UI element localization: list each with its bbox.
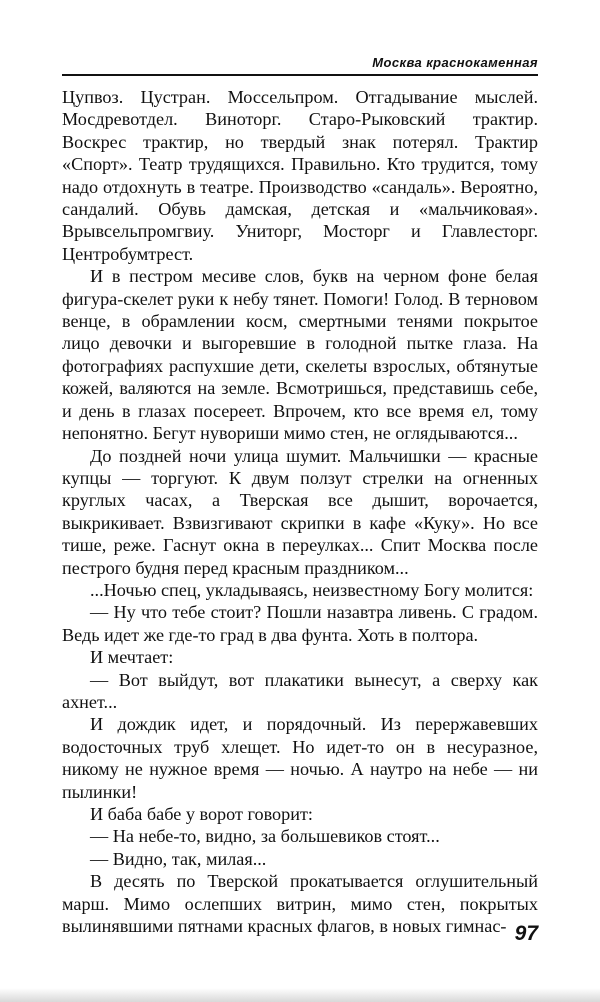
page-number: 97 (514, 922, 538, 945)
paragraph: — Ну что тебе стоит? Пошли назавтра ливень. С градом. Ведь идет же где-то град в два фунта. Хоть в полтора. (62, 602, 538, 645)
paragraph: В десять по Тверской прокатывается оглушительный марш. Мимо ослепших витрин, мимо стен, покрытых вылинявшими пятнами красных флагов, в новых гимнас- (62, 871, 538, 937)
running-header (62, 44, 538, 76)
paragraph: — Видно, так, милая... (90, 848, 267, 869)
paragraph: И в пестром месиве слов, букв на черном фоне белая фигура-скелет руки к небу тянет. Помоги! Голод. В терновом венце, в обрамлении косм, смертными тенями покрытое лицо девочки и выгоревшие в голодной пытке глаза. На фотографиях распухшие дети, скелеты взрослых, обтянутые кожей, валяются на земле. Всмотришься, представишь себе, и день в глазах посереет. Впрочем, кто все время ел, тому непонятно. Бегут нувориши мимо стен, не оглядываются... (62, 266, 538, 444)
paragraph: ...Ночью спец, укладываясь, неизвестному Богу молится: (90, 579, 534, 600)
paragraph: До поздней ночи улица шумит. Мальчишки — красные купцы — торгуют. К двум ползут стрелки на огненных круглых часах, а Тверская все дышит, ворочается, выкрикивает. Взвизгивают скрипки в кафе «Куку». Но все тише, реже. Гаснут окна в переулках... Спит Москва после пестрого будня перед красным праздником... (62, 445, 538, 578)
paragraph: Цупвоз. Цустран. Моссельпром. Отгадывание мыслей. Мосдревотдел. Виноторг. Старо-Рыковский трактир. Воскрес трактир, но твердый знак потерял. Трактир «Спорт». Театр трудящихся. Правильно. Кто трудится, тому надо отдохнуть в театре. Производство «сандаль». Вероятно, сандалий. Обувь дамская, детская и «мальчиковая». Врывсельпромгвиу. Униторг, Мосторг и Главлесторг. Центробумтрест. (62, 87, 538, 264)
paragraph: — На небе-то, видно, за большевиков стоят... (90, 826, 440, 847)
running-header-title: Москва краснокаменная (372, 55, 538, 70)
paragraph: И мечтает: (90, 647, 174, 668)
paragraph: — Вот выйдут, вот плакатики вынесут, а сверху как ахнет... (62, 669, 538, 712)
page-edge-shadow (0, 988, 600, 1002)
paragraph: И баба бабе у ворот говорит: (90, 804, 313, 824)
body-text (62, 86, 538, 937)
paragraph: И дождик идет, и порядочный. Из перержавевших водосточных труб хлещет. Но идет-то он в несуразное, никому не нужное время — ночью. А наутро на небе — ни пылинки! (62, 714, 538, 802)
